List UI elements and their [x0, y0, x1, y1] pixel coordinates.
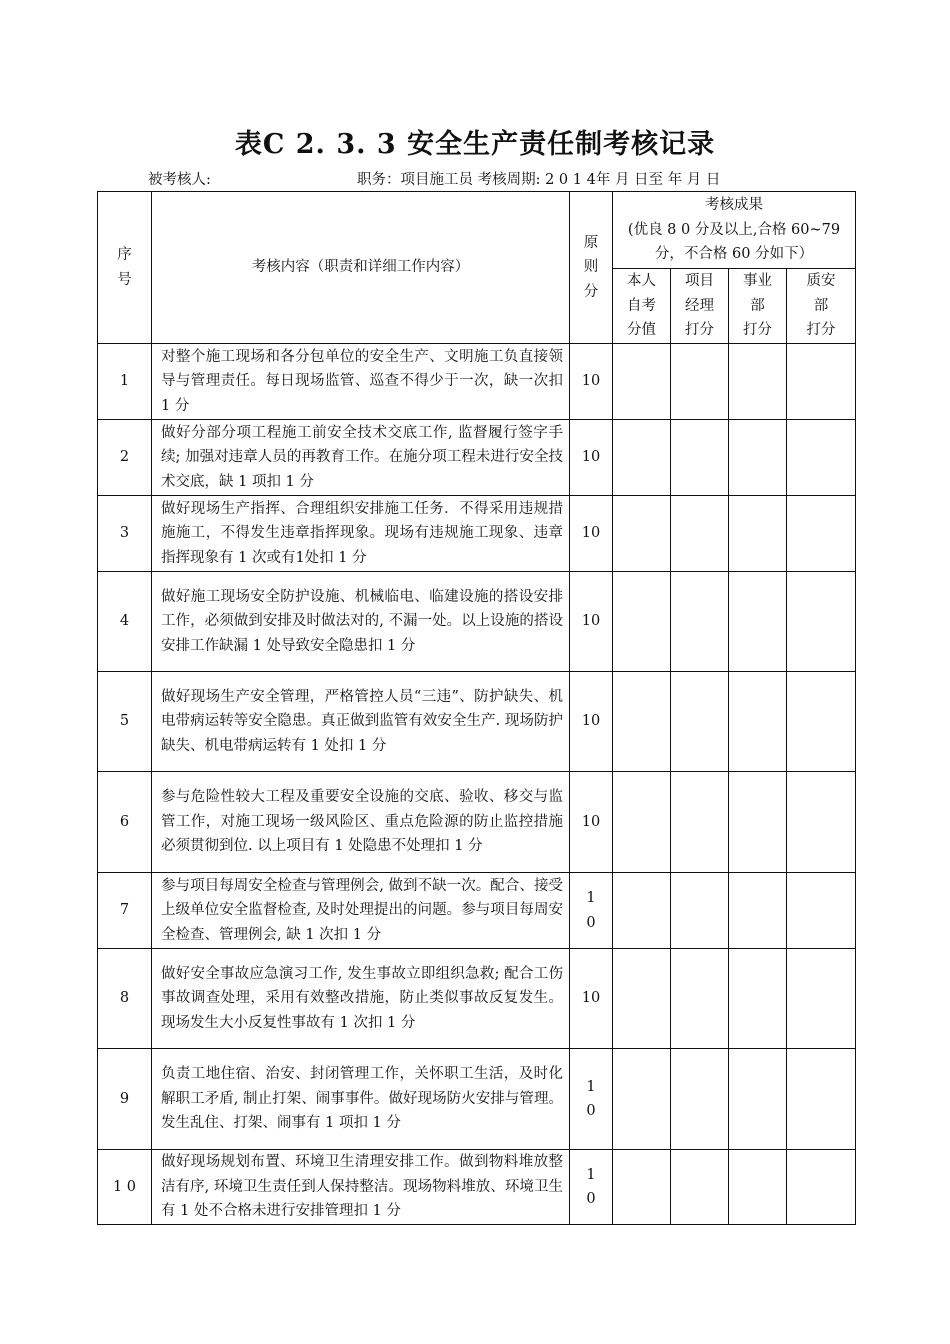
dept-score-cell — [729, 1049, 787, 1150]
qa-score-cell — [787, 572, 856, 672]
row-seq: 1 — [98, 344, 152, 420]
row-seq: 5 — [98, 672, 152, 772]
row-content: 对整个施工现场和各分包单位的安全生产、文明施工负直接领导与管理责任。每日现场监管、巡查不得少于一次，缺一次扣 1 分 — [152, 344, 570, 420]
header-qa-score: 质安 部 打分 — [787, 269, 856, 344]
pm-score-cell — [671, 1049, 729, 1150]
row-score: 10 — [570, 949, 613, 1049]
document-title: 表C 2. 3. 3 安全生产责任制考核记录 — [234, 129, 716, 160]
row-seq: 1 0 — [98, 1150, 152, 1225]
header-dept-score: 事业 部 打分 — [729, 269, 787, 344]
row-seq: 7 — [98, 873, 152, 949]
self-score-cell — [613, 420, 671, 496]
row-score: 10 — [570, 572, 613, 672]
row-seq: 8 — [98, 949, 152, 1049]
qa-score-cell — [787, 949, 856, 1049]
row-seq: 6 — [98, 772, 152, 873]
pm-score-cell — [671, 772, 729, 873]
self-score-cell — [613, 496, 671, 572]
pm-score-cell — [671, 1150, 729, 1225]
row-content: 做好现场生产指挥、合理组织安排施工任务．不得采用违规措施施工，不得发生违章指挥现象。现场有违规施工现象、违章指挥现象有 1 次或有1处扣 1 分 — [152, 496, 570, 572]
table-row — [98, 873, 856, 949]
self-score-cell — [613, 949, 671, 1049]
row-score: 1 0 — [570, 1049, 613, 1150]
table-row — [98, 949, 856, 1049]
dept-score-cell — [729, 873, 787, 949]
self-score-cell — [613, 873, 671, 949]
qa-score-cell — [787, 344, 856, 420]
row-score: 10 — [570, 772, 613, 873]
self-score-cell — [613, 572, 671, 672]
self-score-cell — [613, 1049, 671, 1150]
table-row — [98, 572, 856, 672]
table-row — [98, 344, 856, 420]
row-seq: 2 — [98, 420, 152, 496]
table-row — [98, 1150, 856, 1225]
row-content: 做好现场规划布置、环境卫生清理安排工作。做到物料堆放整洁有序, 环境卫生责任到人保持整洁。现场物料堆放、环境卫生有 1 处不合格未进行安排管理扣 1 分 — [152, 1150, 570, 1225]
header-results: 考核成果 (优良 8 0 分及以上,合格 60~79 分，不合格 60 分如下） — [613, 192, 856, 269]
qa-score-cell — [787, 1049, 856, 1150]
header-content: 考核内容（职责和详细工作内容） — [152, 192, 570, 344]
pm-score-cell — [671, 873, 729, 949]
header-self-score: 本人 自考 分值 — [613, 269, 671, 344]
dept-score-cell — [729, 496, 787, 572]
dept-score-cell — [729, 949, 787, 1049]
row-score: 10 — [570, 344, 613, 420]
header-principle-score: 原 则 分 — [570, 192, 613, 344]
row-content: 负责工地住宿、治安、封闭管理工作，关怀职工生活，及时化解职工矛盾, 制止打架、闹事事件。做好现场防火安排与管理。发生乱住、打架、闹事有 1 项扣 1 分 — [152, 1049, 570, 1150]
pm-score-cell — [671, 344, 729, 420]
row-score: 1 0 — [570, 873, 613, 949]
row-seq: 3 — [98, 496, 152, 572]
qa-score-cell — [787, 1150, 856, 1225]
qa-score-cell — [787, 420, 856, 496]
row-content: 做好安全事故应急演习工作, 发生事故立即组织急救; 配合工伤事故调查处理，采用有效整改措施，防止类似事故反复发生。现场发生大小反复性事故有 1 次扣 1 分 — [152, 949, 570, 1049]
pm-score-cell — [671, 949, 729, 1049]
dept-score-cell — [729, 672, 787, 772]
dept-score-cell — [729, 772, 787, 873]
header-pm-score: 项目 经理 打分 — [671, 269, 729, 344]
pm-score-cell — [671, 496, 729, 572]
qa-score-cell — [787, 873, 856, 949]
table-row — [98, 420, 856, 496]
table-row — [98, 1049, 856, 1150]
header-seq: 序 号 — [98, 192, 152, 344]
row-score: 10 — [570, 496, 613, 572]
row-seq: 9 — [98, 1049, 152, 1150]
row-content: 做好分部分项工程施工前安全技术交底工作, 监督履行签字手续; 加强对违章人员的再教育工作。在施分项工程未进行安全技术交底，缺 1 项扣 1 分 — [152, 420, 570, 496]
assessment-table — [97, 191, 856, 1225]
table-row — [98, 672, 856, 772]
qa-score-cell — [787, 496, 856, 572]
qa-score-cell — [787, 672, 856, 772]
dept-score-cell — [729, 420, 787, 496]
self-score-cell — [613, 772, 671, 873]
table-row — [98, 496, 856, 572]
dept-score-cell — [729, 1150, 787, 1225]
row-score: 1 0 — [570, 1150, 613, 1225]
row-content: 做好现场生产安全管理，严格管控人员“三违”、防护缺失、机电带病运转等安全隐患。真正做到监管有效安全生产. 现场防护缺失、机电带病运转有 1 处扣 1 分 — [152, 672, 570, 772]
pm-score-cell — [671, 572, 729, 672]
self-score-cell — [613, 1150, 671, 1225]
row-content: 参与危险性较大工程及重要安全设施的交底、验收、移交与监管工作，对施工现场一级风险区、重点危险源的防止监控措施必须贯彻到位. 以上项目有 1 处隐患不处理扣 1 分 — [152, 772, 570, 873]
dept-score-cell — [729, 572, 787, 672]
position-and-period: 职务：项目施工员 考核周期: 2 0 1 4年 月 日至 年 月 日 — [357, 172, 721, 188]
self-score-cell — [613, 344, 671, 420]
table-row — [98, 772, 856, 873]
row-content: 做好施工现场安全防护设施、机械临电、临建设施的搭设安排工作，必须做到安排及时做法对的, 不漏一处。以上设施的搭设安排工作缺漏 1 处导致安全隐患扣 1 分 — [152, 572, 570, 672]
dept-score-cell — [729, 344, 787, 420]
examinee-label: 被考核人: — [148, 172, 211, 188]
row-seq: 4 — [98, 572, 152, 672]
row-score: 10 — [570, 672, 613, 772]
self-score-cell — [613, 672, 671, 772]
row-score: 10 — [570, 420, 613, 496]
pm-score-cell — [671, 672, 729, 772]
pm-score-cell — [671, 420, 729, 496]
qa-score-cell — [787, 772, 856, 873]
row-content: 参与项目每周安全检查与管理例会, 做到不缺一次。配合、接受上级单位安全监督检查, 及时处理提出的问题。参与项目每周安全检查、管理例会, 缺 1 次扣 1 分 — [152, 873, 570, 949]
